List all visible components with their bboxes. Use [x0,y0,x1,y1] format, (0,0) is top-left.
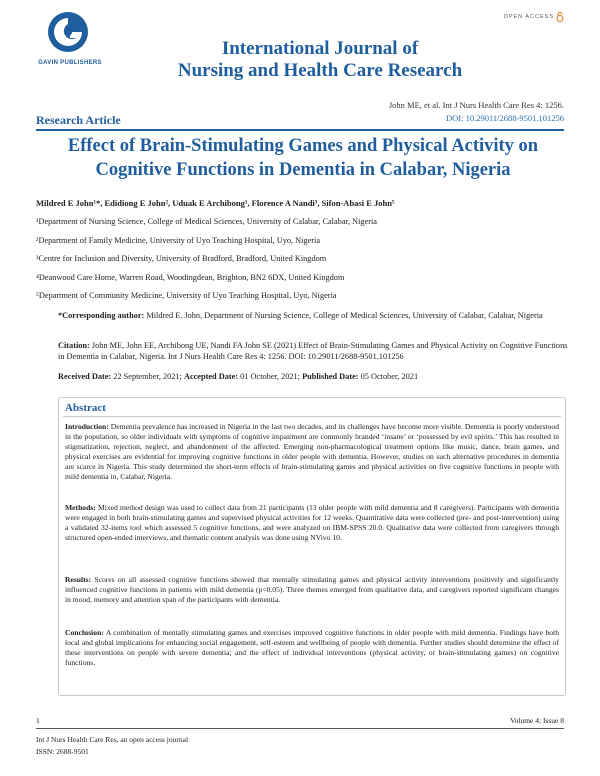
journal-title-line2: Nursing and Health Care Research [177,60,463,81]
publisher-logo [34,10,106,70]
results-text: Scores on all assessed cognitive functions showed that mentally stimulating games and physical activity interventions positively and significantly influenced cognitive functions in patients with mild dementia (p<0.05). Three themes emerged from qualitative data, and caregivers reported significant changes in mood, memory and attention span of the participants with dementia. [65,575,559,604]
footer-divider [36,728,564,729]
citation-label: Citation: [58,341,90,350]
corresponding-author-text: Mildred E. John, Department of Nursing Science, College of Medical Sciences, University of Calabar, Calabar, Nigeria [146,311,543,320]
article-title: Effect of Brain-Stimulating Games and Physical Activity on Cognitive Functions in Dementia in Calabar, Nigeria [67,136,539,180]
article-type: Research Article [36,113,121,127]
abstract-divider [63,416,561,417]
received-label: Received Date: [58,372,112,381]
gavin-logo-icon [46,10,90,56]
doi-link[interactable]: DOI: 10.29011/2688-9501.101256 [446,113,564,123]
methods-text: Mixed method design was used to collect data from 21 participants (13 older people with mild dementia and 8 caregivers). Participants with dementia were engaged in both brain-stimulating games and supervised physical activities for 12 weeks. Quantitative data were collected (pre- and post-intervention) using a validated 32-items tool which assessed 5 cognitive functions, and were analyzed on IBM-SPSS 20.0. Qualitative data were collected from caregivers through structured open-ended interviews, and thematic content analysis was done using NVivo 10. [65,503,559,542]
open-access-badge [504,12,564,22]
published-date: 05 October, 2021 [360,372,419,381]
affiliation-item: ⁴Deanwood Care Home, Warren Road, Woodingdean, Brighton, BN2 6DX, United Kingdom [36,272,345,282]
abstract-heading: Abstract [65,402,106,414]
methods-label: Methods: [65,503,96,512]
abstract-introduction [65,422,559,482]
citation-text: John ME, John EE, Archibong UE, Nandi FA John SE (2021) Effect of Brain-Stimulating Games and Physical Activity on Cognitive Functions in Dementia in Calabar, Nigeria. Int J Nurs Health Care Res 4: 1256. DOI: 10.29011/2688-9501.101256 [58,341,568,361]
abstract-conclusion [65,628,559,668]
accepted-label: Accepted Date: [183,372,239,381]
published-label: Published Date: [302,372,359,381]
affiliations [36,217,377,310]
author-list: Mildred E John¹*, Edidiong E John², Uduak E Archibong¹, Florence A Nandi³, Sifon-Abasi E John⁵ [36,198,395,208]
publication-dates [58,372,564,381]
accepted-date: 01 October, 2021; [240,372,300,381]
citation-ref: John ME, et al. Int J Nurs Health Care Res 4: 1256. [388,100,564,110]
affiliation-item: ²Department of Family Medicine, University of Uyo Teaching Hospital, Uyo, Nigeria [36,235,321,245]
affiliation-item: ³Centre for Inclusion and Diversity, University of Bradford, Bradford, United Kingdom [36,254,327,263]
conclusion-label: Conclusion: [65,628,104,637]
affiliation-item: ⁵Department of Community Medicine, University of Uyo Teaching Hospital, Uyo, Nigeria [36,291,337,300]
received-date: 22 September, 2021; [113,372,182,381]
abstract-box [58,397,566,696]
abstract-methods [65,503,559,543]
results-label: Results: [65,575,92,584]
journal-title [120,38,520,82]
footer-journal: Int J Nurs Health Care Res, an open access journal [36,735,189,744]
citation-header [389,99,564,125]
header-divider [36,129,564,131]
corresponding-author-label: *Corresponding author: [58,311,145,320]
page-number: 1 [36,716,40,725]
affiliation-item: ¹Department of Nursing Science, College of Medical Sciences, University of Calabar, Calabar, Nigeria [36,217,377,226]
journal-title-line1: International Journal of [221,38,419,59]
introduction-label: Introduction: [65,422,109,431]
citation-block [58,340,570,362]
volume-issue: Volume 4; Issue 8 [510,716,564,725]
open-access-label: OPEN ACCESS [503,14,554,20]
corresponding-author [58,310,564,321]
conclusion-text: A combination of mentally stimulating games and exercises improved cognitive functions in older people with mild dementia. Findings have both local and global implications for enhancing social engagement, self-esteem and wellbeing of people with dementia. Further studies should determine the effect of these interventions on people with severe dementia; and the effect of individual interventions (physical activity, or brain-stimulating games) on cognitive functions. [65,628,559,667]
introduction-text: Dementia prevalence has increased in Nigeria in the last two decades, and its challenges have become more visible. Dementia is poorly understood in the population, so older individuals with symptoms of cognitive impairment are commonly branded ‘insane’ or ‘possessed by evil spirits.’ This has resulted in stigmatization, rejection, neglect, and abandonment of the affected. Emerging non-pharmacological treatment options like music, dance, brain games, and physical exercises are evidential for improving cognitive functions in older people with dementia. However, studies on such alternative procedures in dementia are scarce in Nigeria. This study determined the short-term effects of brain-stimulating games and physical activities on five cognitive functions in people with mild dementia in, Calabar, Nigeria. [65,422,559,481]
open-lock-icon [556,12,564,22]
publisher-name: GAVIN PUBLISHERS [38,60,102,66]
abstract-results [65,575,559,605]
footer-issn: ISSN: 2688-9501 [36,747,89,756]
